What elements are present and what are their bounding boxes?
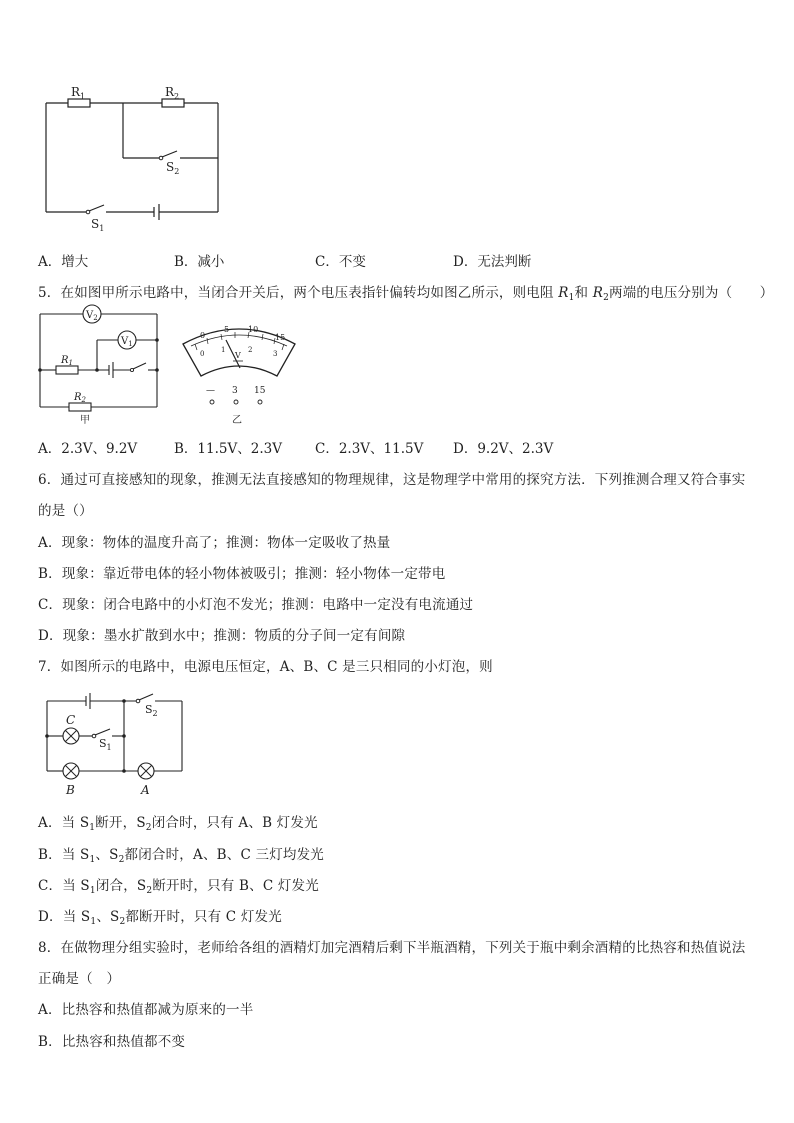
svg-text:B: B (66, 783, 75, 797)
svg-text:R1: $R_1$ (61, 355, 73, 367)
svg-text:S2: $S_2$ (145, 703, 158, 718)
switch-s2-contact (159, 156, 163, 160)
svg-text:S1: $S_1$ (99, 737, 112, 752)
q6-option-b: B．现象：靠近带电体的轻小物体被吸引；推测：轻小物体一定带电 (38, 566, 446, 582)
svg-text:V: V (235, 351, 241, 360)
caption-jia: 甲 (80, 415, 90, 426)
q7-option-d: D．当 $S_1$、$S_2$都断开时，只有 C 灯发光 (38, 909, 282, 927)
q8-option-b: B．比热容和热值都不变 (38, 1034, 186, 1050)
q8-option-a: A．比热容和热值都减为原来的一半 (38, 1002, 254, 1018)
q6-stem-line2: 的是（） (38, 503, 93, 519)
q8-stem-line1: 8．在做物理分组实验时，老师给各组的酒精灯加完酒精后剩下半瓶酒精，下列关于瓶中剩余酒精的比热容和热值说法 (38, 940, 746, 956)
resistor-r1 (68, 99, 90, 107)
svg-text:15: 15 (275, 333, 286, 342)
svg-text:3: 3 (232, 386, 238, 396)
q6-option-a: A．现象：物体的温度升高了；推测：物体一定吸收了热量 (38, 535, 391, 551)
svg-text:V2: $V_2$ (86, 310, 98, 322)
svg-text:1: 1 (221, 346, 226, 354)
svg-text:0: 0 (200, 350, 205, 358)
resistor-r2 (162, 99, 184, 107)
q6-stem-line1: 6．通过可直接感知的现象，推测无法直接感知的物理规律，这是物理学中常用的探究方法．下列推测合理又符合事实 (38, 472, 746, 488)
svg-text:5: 5 (224, 325, 230, 334)
q8-stem-line2: 正确是（ ） (38, 971, 121, 987)
svg-text:15: 15 (254, 386, 266, 396)
q7-option-c: C．当 $S_1$闭合，$S_2$断开时，只有 B、C 灯发光 (38, 878, 319, 896)
switch-s1-contact (86, 210, 90, 214)
lamp-b (63, 763, 79, 779)
lamp-c (63, 728, 79, 744)
svg-text:S1: $S_1$ (91, 217, 105, 233)
svg-text:R2: $R_2$ (165, 85, 180, 101)
svg-text:R2: $R_2$ (74, 392, 86, 404)
q5-option-b: B．11.5V、2.3V (174, 441, 282, 457)
circuit-figure-1 (0, 0, 260, 240)
q4-option-d: D．无法判断 (453, 254, 532, 270)
q5-option-c: C．2.3V、11.5V (315, 441, 424, 457)
q5-option-a: A．2.3V、9.2V (38, 441, 138, 457)
svg-text:0: 0 (200, 331, 206, 340)
svg-text:S2: $S_2$ (166, 160, 180, 176)
q4-option-a: A．增大 (38, 254, 89, 270)
svg-text:A: A (141, 783, 150, 797)
svg-text:V1: $V_1$ (121, 336, 133, 348)
q5-option-d: D．9.2V、2.3V (453, 441, 554, 457)
q5-stem: 5．在如图甲所示电路中，当闭合开关后，两个电压表指针偏转均如图乙所示，则电阻 $R_1$和 $R_2$两端的电压分别为（ ） (38, 285, 774, 303)
caption-yi: 乙 (232, 415, 242, 426)
q7-option-a: A．当 $S_1$断开，$S_2$闭合时，只有 A、B 灯发光 (38, 815, 318, 833)
q4-option-b: B．减小 (174, 254, 225, 270)
circuit-figure-7 (0, 685, 200, 800)
lamp-a (138, 763, 154, 779)
q7-option-b: B．当 $S_1$、$S_2$都闭合时，A、B、C 三灯均发光 (38, 847, 324, 865)
q6-option-c: C．现象：闭合电路中的小灯泡不发光；推测：电路中一定没有电流通过 (38, 597, 474, 613)
q7-stem: 7．如图所示的电路中，电源电压恒定，A、B、C 是三只相同的小灯泡，则 (38, 659, 493, 675)
svg-text:3: 3 (273, 350, 278, 358)
voltmeter-dial-yi (178, 322, 300, 426)
svg-text:2: 2 (248, 346, 253, 354)
svg-text:R1: $R_1$ (71, 85, 86, 101)
circuit-figure-jia (0, 300, 170, 430)
svg-text:—: — (206, 386, 215, 396)
q6-option-d: D．现象：墨水扩散到水中；推测：物质的分子间一定有间隙 (38, 628, 406, 644)
q4-option-c: C．不变 (315, 254, 366, 270)
svg-text:10: 10 (248, 325, 259, 334)
svg-text:C: C (66, 713, 76, 727)
